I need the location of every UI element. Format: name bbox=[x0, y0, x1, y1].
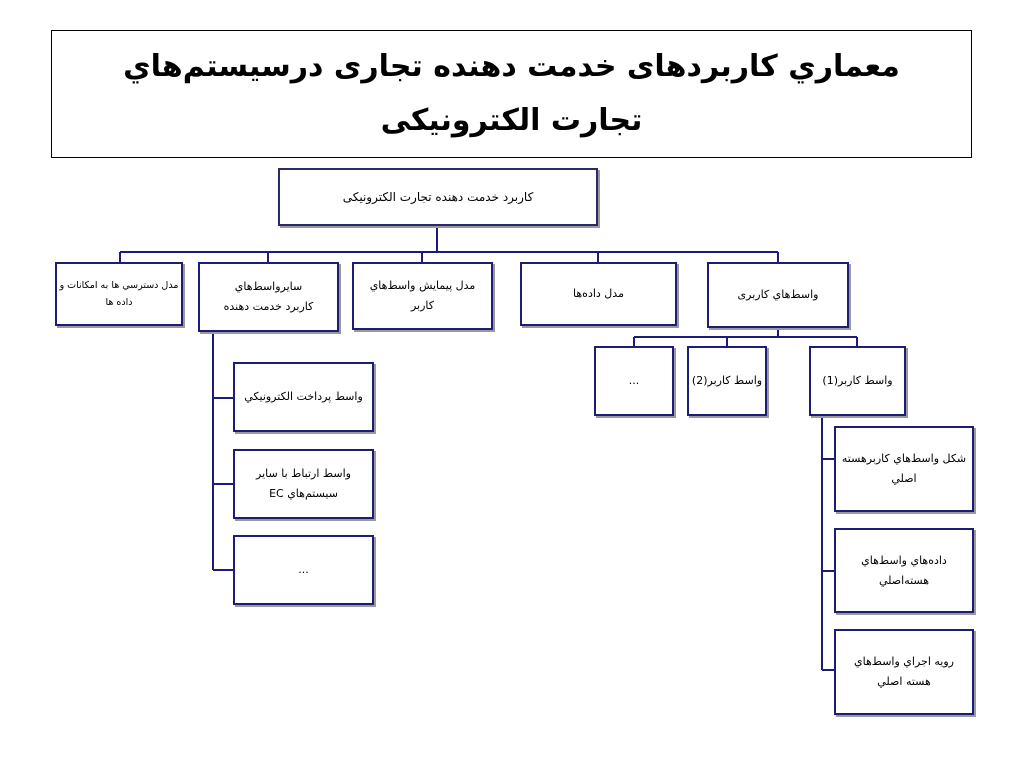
data-model-box bbox=[520, 262, 677, 326]
ui2-label: واسط كاربر(2) bbox=[691, 374, 763, 387]
other-interfaces-box bbox=[198, 262, 339, 332]
ui-etc-box bbox=[594, 346, 674, 416]
ui1-procedure-line-2: هسته اصلي bbox=[877, 675, 931, 688]
other-etc-box bbox=[233, 535, 374, 605]
root-box bbox=[278, 168, 598, 226]
ui1-shape-line-2: اصلي bbox=[891, 472, 917, 485]
other-interfaces-line-1: سايرواسط‌هاي bbox=[234, 280, 303, 293]
access-model-line-1: مدل دسترسي ها به امكانات و bbox=[59, 280, 179, 291]
payment-interface-box bbox=[233, 362, 374, 432]
root-label: كاربرد خدمت دهنده تجارت الكترونيكی bbox=[342, 190, 534, 204]
ui1-data-box bbox=[834, 528, 974, 613]
other-etc-label: ... bbox=[298, 563, 309, 576]
ui1-data-line-1: داده‌هاي واسط‌هاي bbox=[861, 553, 947, 567]
ui1-box bbox=[809, 346, 906, 416]
ui2-box bbox=[687, 346, 767, 416]
payment-interface-label: واسط پرداخت الكترونيكي bbox=[244, 390, 363, 403]
ui1-shape-line-1: شكل واسط‌هاي كاربرهسته bbox=[841, 452, 967, 465]
ec-systems-interface-box bbox=[233, 449, 374, 519]
title-line-2: تجارت الكترونيكی bbox=[380, 103, 643, 138]
ec-systems-line-2: سيستم‌هاي EC bbox=[269, 487, 338, 500]
user-interfaces-box bbox=[707, 262, 849, 328]
other-interfaces-line-2: كاربرد خدمت دهنده bbox=[223, 300, 314, 313]
navigation-model-box bbox=[352, 262, 493, 330]
ec-systems-line-1: واسط ارتباط با ساير bbox=[256, 467, 351, 480]
title-line-1: معماري كاربردهای خدمت دهنده تجاری درسیستم‌هاي bbox=[123, 49, 900, 84]
access-model-box bbox=[55, 262, 183, 326]
ui1-procedure-box bbox=[834, 629, 974, 715]
ui1-procedure-line-1: رويه اجراي واسط‌هاي bbox=[854, 655, 954, 668]
ui1-data-line-2: هسته‌اصلي bbox=[878, 573, 930, 587]
data-model-label: مدل داده‌ها bbox=[573, 287, 624, 300]
navigation-model-line-1: مدل پيمايش واسط‌هاي bbox=[369, 279, 476, 292]
ui1-shape-box bbox=[834, 426, 974, 512]
access-model-line-2: داده ها bbox=[105, 297, 133, 308]
user-interfaces-label: واسط‌هاي كاربری bbox=[737, 288, 819, 301]
ui1-label: واسط كاربر(1) bbox=[822, 374, 893, 387]
ui-etc-label: ... bbox=[628, 374, 640, 387]
navigation-model-line-2: كاربر bbox=[410, 299, 435, 312]
